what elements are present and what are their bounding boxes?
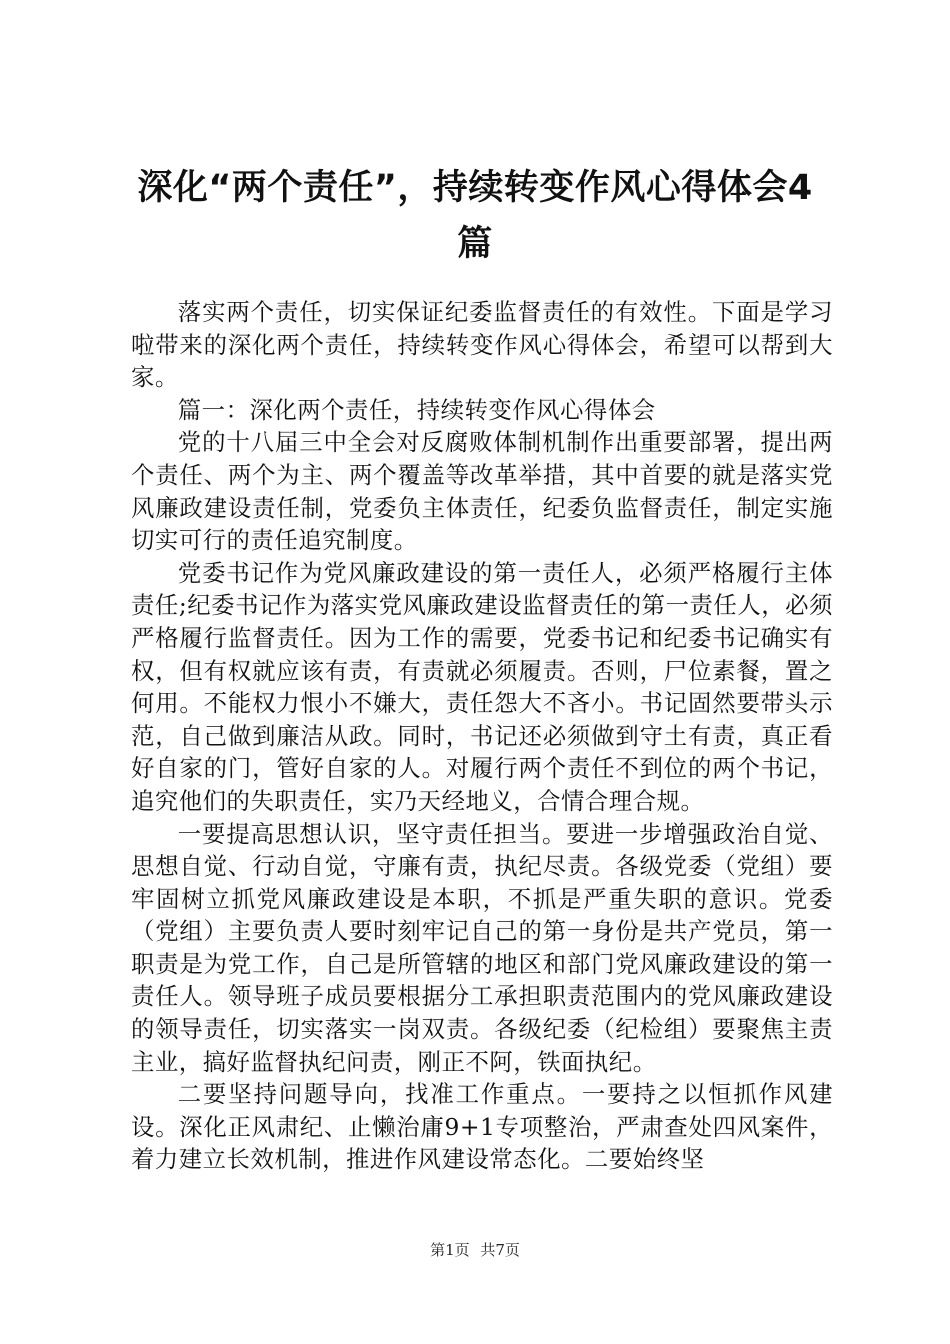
page-total: 共7页 <box>480 1241 520 1259</box>
paragraph-intro: 落实两个责任，切实保证纪委监督责任的有效性。下面是学习啦带来的深化两个责任，持续转变作风心得体会，希望可以帮到大家。 <box>131 298 833 392</box>
paragraph-section-heading: 篇一：深化两个责任，持续转变作风心得体会 <box>177 395 656 424</box>
paragraph: 党委书记作为党风廉政建设的第一责任人，必须严格履行主体责任;纪委书记作为落实党风廉政建设监督责任的第一责任人，必须严格履行监督责任。因为工作的需要，党委书记和纪委书记确实有权，但有权就应该有责，有责就必须履责。否则，尸位素餐，置之何用。不能权力恨小不嫌大，责任怨大不吝小。书记固然要带头示范，自己做到廉洁从政。同时，书记还必须做到守土有责，真正看好自家的门，管好自家的人。对履行两个责任不到位的两个书记，追究他们的失职责任，实乃天经地义，合情合理合规。 <box>131 558 833 815</box>
paragraph: 一要提高思想认识，坚守责任担当。要进一步增强政治自觉、思想自觉、行动自觉，守廉有责，执纪尽责。各级党委（党组）要牢固树立抓党风廉政建设是本职，不抓是严重失职的意识。党委（党组）主要负责人要时刻牢记自己的第一身份是共产党员，第一职责是为党工作，自己是所管辖的地区和部门党风廉政建设的第一责任人。领导班子成员要根据分工承担职责范围内的党风廉政建设的领导责任，切实落实一岗双责。各级纪委（纪检组）要聚焦主责主业，搞好监督执纪问责，刚正不阿，铁面执纪。 <box>131 819 833 1076</box>
paragraph: 党的十八届三中全会对反腐败体制机制作出重要部署，提出两个责任、两个为主、两个覆盖等改革举措，其中首要的就是落实党风廉政建设责任制，党委负主体责任，纪委负监督责任，制定实施切实可行的责任追究制度。 <box>131 428 833 555</box>
page-number: 第1页 <box>430 1241 470 1259</box>
document-body <box>131 296 833 1176</box>
paragraph: 二要坚持问题导向，找准工作重点。一要持之以恒抓作风建设。深化正风肃纪、止懒治庸9+1专项整治，严肃查处四风案件，着力建立长效机制，推进作风建设常态化。二要始终坚 <box>131 1080 833 1174</box>
document-title: 深化“两个责任”，持续转变作风心得体会4篇 <box>137 168 813 264</box>
page-footer <box>0 1240 950 1260</box>
